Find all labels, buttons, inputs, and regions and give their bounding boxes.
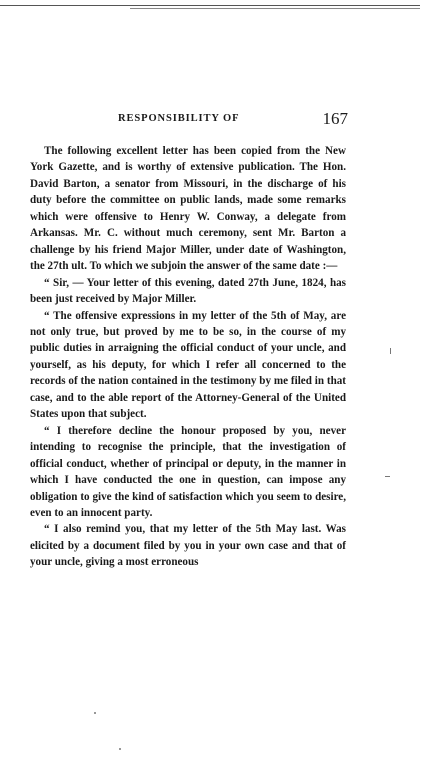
- paragraph-intro: The following excellent letter has been copied from the New York Gazette, and is worthy of extensive publication. The Hon. David Barton, a senator from Missouri, in the discharge of his duty before the committee on public lands, made some remarks which were offensive to Henry W. Conway, a delegate from Arkansas. Mr. C. without much ceremony, sent Mr. Barton a challenge by his friend Major Miller, under date of Washington, the 27th ult. To which we subjoin the answer of the same date :—: [30, 145, 346, 273]
- running-head: RESPONSIBILITY OF: [118, 113, 240, 124]
- paragraph-letter-3: “ I also remind you, that my letter of the 5th May last. Was elicited by a document filed by you in your own case and that of your uncle, giving a most erroneous: [30, 523, 346, 569]
- paper-speck: [94, 712, 96, 714]
- top-rule-secondary: [130, 8, 420, 9]
- paragraph-letter-1: “ The offensive expressions in my letter of the 5th of May, are not only true, but proved by me to be so, in the course of my public duties in arraigning the official conduct of your uncle, and yourself, as his deputy, for which I refer all concerned to the records of the nation contained in the testimony by me filed in that case, and to the able report of the Attorney-General of the United States upon that subject.: [30, 309, 346, 421]
- page-body: [30, 143, 346, 571]
- page-number: 167: [322, 109, 348, 128]
- margin-mark: [390, 348, 391, 354]
- margin-mark: [385, 476, 390, 477]
- top-rule: [0, 5, 420, 6]
- paper-speck: [119, 748, 121, 750]
- paragraph-letter-2: “ I therefore decline the honour proposed by you, never intending to recognise the principle, that the investigation of official conduct, whether of principal or deputy, in the manner in which I have conducted the one in question, can impose any obligation to give the kind of satisfaction which you seem to desire, even to an innocent party.: [30, 424, 346, 519]
- page-header: [118, 109, 348, 131]
- paragraph-salutation: “ Sir, — Your letter of this evening, dated 27th June, 1824, has been just received by Major Miller.: [30, 276, 346, 306]
